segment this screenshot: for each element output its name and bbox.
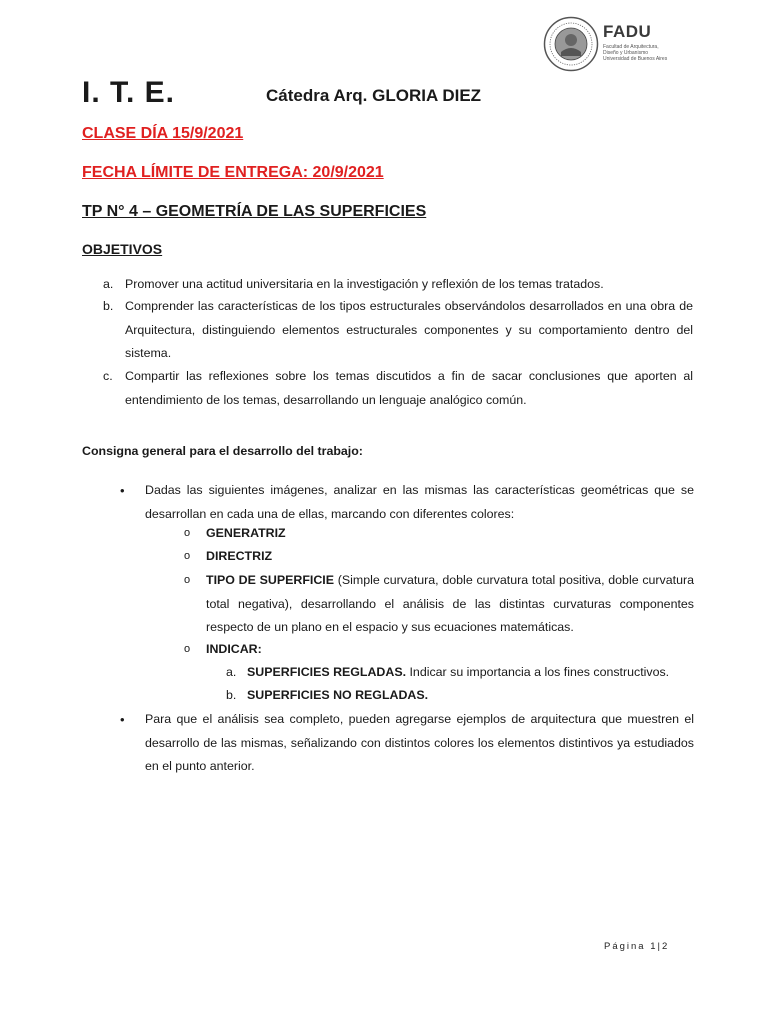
sub-item-text: INDICAR: — [206, 642, 262, 656]
circle-bullet-icon: o — [184, 643, 191, 655]
list-marker: c. — [103, 369, 113, 383]
university-seal-icon — [543, 16, 599, 72]
surface-type-label: TIPO DE SUPERFICIE — [206, 573, 335, 587]
instruction-bullet — [120, 708, 694, 779]
circle-bullet-icon: o — [184, 550, 191, 562]
list-marker: a. — [103, 277, 114, 291]
class-date: CLASE DÍA 15/9/2021 — [82, 125, 244, 142]
sub-item-text — [206, 569, 694, 640]
sub-item — [184, 638, 694, 662]
deadline: FECHA LÍMITE DE ENTREGA: 20/9/2021 — [82, 164, 384, 181]
objective-item — [103, 365, 693, 412]
surface-type-description: (Simple curvatura, doble curvatura total positiva, doble curvatura total negativa), desarrollando el análisis de las distintas curvaturas componentes respecto de un plano en el espacio y sus ecuaciones matemáticas. — [206, 573, 694, 634]
sub-item-text: GENERATRIZ — [206, 526, 286, 540]
non-ruled-surfaces-label: SUPERFICIES NO REGLADAS. — [247, 688, 429, 702]
bullet-text: Para que el análisis sea completo, pueden agregarse ejemplos de arquitectura que muestren el desarrollo de las mismas, señalizando con distintos colores los elementos distintivos ya estudiados en el punto anterior. — [145, 712, 694, 773]
list-marker: a. — [226, 665, 237, 679]
sub-sub-text — [247, 661, 696, 685]
catedra-title: Cátedra Arq. GLORIA DIEZ — [266, 86, 482, 105]
sub-sub-text — [247, 684, 696, 708]
objective-text: Compartir las reflexiones sobre los temas discutidos a fin de sacar conclusiones que aporten al entendimiento de los temas, desarrollando un lenguaje analógico común. — [125, 369, 693, 407]
instructions-heading: Consigna general para el desarrollo del trabajo: — [82, 444, 363, 458]
logo-line: Diseño y Urbanismo — [603, 50, 649, 56]
bullet-icon: • — [120, 483, 125, 498]
logo-line: Universidad de Buenos Aires — [603, 56, 668, 62]
objective-text: Promover una actitud universitaria en la investigación y reflexión de los temas tratados. — [125, 277, 604, 291]
sub-item — [184, 522, 694, 546]
sub-item-text: DIRECTRIZ — [206, 549, 273, 563]
sub-item — [184, 545, 694, 569]
circle-bullet-icon: o — [184, 574, 191, 586]
list-marker: b. — [103, 299, 114, 313]
objective-text: Comprender las características de los tipos estructurales observándolos desarrollados en una obra de Arquitectura, distinguiendo elementos estructurales componentes y su comportamiento dentro del sistema. — [125, 299, 693, 360]
assignment-title: TP N° 4 – GEOMETRÍA DE LAS SUPERFICIES — [82, 203, 427, 220]
sub-sub-item — [226, 684, 696, 708]
fadu-logo — [543, 16, 669, 78]
objective-item — [103, 273, 693, 297]
course-title: I. T. E. — [82, 76, 176, 109]
objectives-heading: OBJETIVOS — [82, 241, 163, 257]
circle-bullet-icon: o — [184, 527, 191, 539]
ruled-surfaces-label: SUPERFICIES REGLADAS. — [247, 665, 407, 679]
list-marker: b. — [226, 688, 237, 702]
objective-item — [103, 295, 693, 366]
fadu-brand-text: FADU — [603, 22, 652, 41]
bullet-text: Dadas las siguientes imágenes, analizar en las mismas las características geométricas que se desarrollan en cada una de ellas, marcando con diferentes colores: — [145, 483, 694, 521]
sub-item — [184, 569, 694, 640]
page-number: Página 1|2 — [604, 941, 670, 952]
logo-line: Facultad de Arquitectura, — [603, 44, 659, 50]
instruction-bullet — [120, 479, 694, 526]
sub-sub-item — [226, 661, 696, 685]
ruled-surfaces-description: Indicar su importancia a los fines constructivos. — [406, 665, 670, 679]
bullet-icon: • — [120, 712, 125, 727]
